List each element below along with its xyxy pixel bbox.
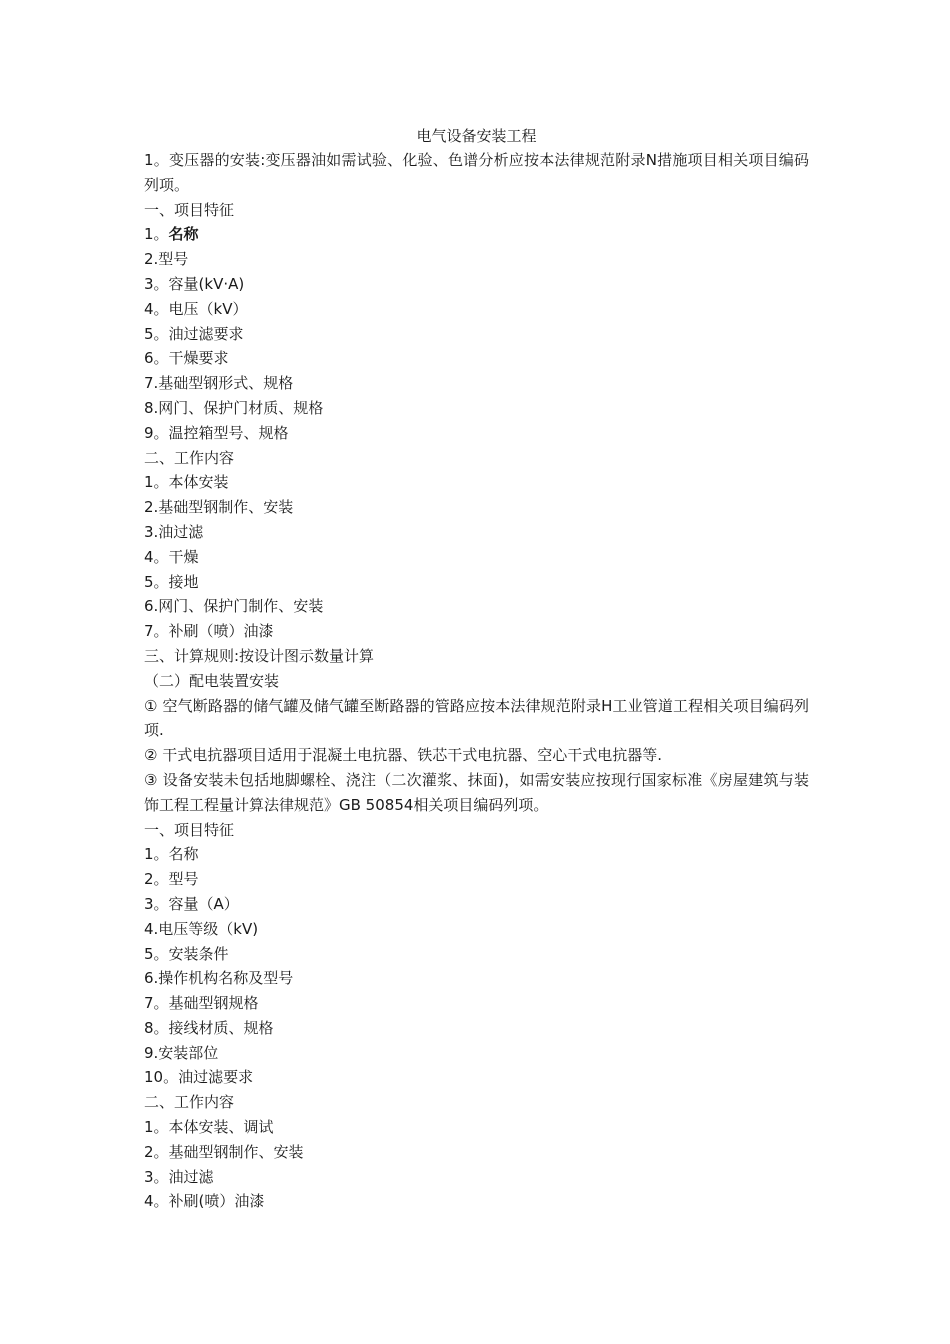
feature-item: 4。电压（kV） — [144, 299, 248, 318]
note-paragraph: ② 干式电抗器项目适用于混凝土电抗器、铁芯干式电抗器、空心干式电抗器等. — [144, 746, 662, 765]
note-paragraph: ③ 设备安装未包括地脚螺栓、浇注（二次灌浆、抹面)，如需安装应按现行国家标准《房屋建筑与装饰工程工程量计算法律规范》GB 50854相关项目编码列项。 — [144, 770, 809, 814]
feature-item: 7。基础型钢规格 — [144, 994, 259, 1013]
work-item: 4。补刷(喷）油漆 — [144, 1192, 265, 1211]
feature-item: 3。容量（A） — [144, 894, 239, 913]
work-item: 2.基础型钢制作、安装 — [144, 498, 294, 517]
document-title: 电气设备安装工程 — [416, 127, 537, 145]
feature-item: 3。容量(kV·A) — [144, 274, 245, 293]
feature-item: 1。名称 — [144, 845, 199, 864]
intro-paragraph: 1。变压器的安装:变压器油如需试验、化验、色谱分析应按本法律规范附录N措施项目相关项目编码列项。 — [144, 151, 809, 194]
feature-item: 4.电压等级（kV) — [144, 919, 259, 938]
feature-item: 2。型号 — [144, 870, 199, 889]
work-item: 5。接地 — [144, 572, 199, 591]
work-item: 6.网门、保护门制作、安装 — [144, 597, 324, 616]
feature-item: 9.安装部位 — [144, 1043, 219, 1062]
work-item: 1。本体安装 — [144, 473, 229, 492]
calculation-rule: 三、计算规则:按设计图示数量计算 — [144, 646, 375, 665]
note-paragraph: ① 空气断路器的储气罐及储气罐至断路器的管路应按本法律规范附录H工业管道工程相关项目编码列项. — [144, 696, 809, 740]
document-page — [144, 124, 809, 1214]
feature-item: 8。接线材质、规格 — [144, 1018, 274, 1037]
features-heading: 一、项目特征 — [144, 820, 235, 839]
feature-item: 2.型号 — [144, 250, 189, 269]
features-heading: 一、项目特征 — [144, 200, 235, 219]
work-item: 7。补刷（喷）油漆 — [144, 622, 274, 641]
work-heading: 二、工作内容 — [144, 448, 235, 467]
feature-item: 7.基础型钢形式、规格 — [144, 374, 294, 393]
feature-bold-text: 名称 — [168, 225, 199, 244]
work-item: 1。本体安装、调试 — [144, 1118, 274, 1137]
work-item: 3。油过滤 — [144, 1167, 214, 1186]
work-heading: 二、工作内容 — [144, 1093, 235, 1112]
work-item: 2。基础型钢制作、安装 — [144, 1142, 304, 1161]
section-heading: （二）配电装置安装 — [144, 671, 280, 690]
feature-item: 9。温控箱型号、规格 — [144, 423, 289, 442]
feature-item: 10。油过滤要求 — [144, 1068, 254, 1087]
feature-item: 5。油过滤要求 — [144, 324, 244, 343]
work-item: 4。干燥 — [144, 547, 199, 566]
feature-item — [144, 222, 809, 247]
feature-number: 1。 — [144, 225, 169, 244]
work-item: 3.油过滤 — [144, 522, 204, 541]
feature-item: 8.网门、保护门材质、规格 — [144, 398, 324, 417]
feature-item: 6.操作机构名称及型号 — [144, 969, 294, 988]
feature-item: 6。干燥要求 — [144, 349, 229, 368]
feature-item: 5。安装条件 — [144, 944, 229, 963]
